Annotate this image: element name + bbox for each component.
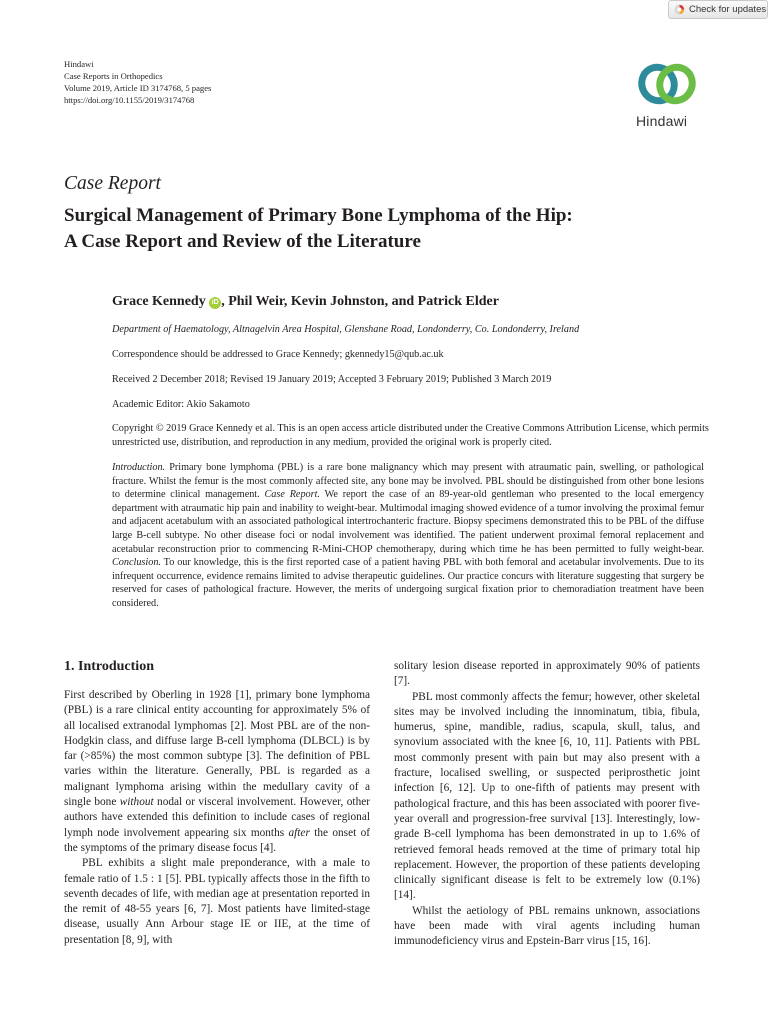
abstract-intro-text: Primary bone lymphoma (PBL) is a rare bone malignancy which may present with atraumatic pain, swelling, or pathological fracture. Whilst the femur is the most commonly affected site, any bone may be involved. PBL should be distinguished from other bone lesions to determine clinical management. [112,462,704,501]
affiliation: Department of Haematology, Altnagelvin Area Hospital, Glenshane Road, Londonderry, Co. Londonderry, Ireland [112,324,580,335]
paragraph: Whilst the aetiology of PBL remains unknown, associations have been made with viral agents including human immunodeficiency virus and Epstein-Barr virus [15, 16]. [394,904,700,948]
abstract-intro-label: Introduction. [112,462,166,473]
paragraph: PBL most commonly affects the femur; however, other skeletal sites may be involved including the innominatum, tibia, fibula, humerus, spine, mandible, radius, scapula, skull, talus, and synovium associated with the knee [6, 10, 11]. Patients with PBL most commonly present with pain but may also present with a fracture, localised swelling, or suspected periprosthetic joint infection [6, 12]. Up to one-fifth of patients may present with pathological fracture, and this has been associated with poorer five-year overall and progression-free survival [13]. Interestingly, low-grade B-cell lymphoma has been demonstrated in up to 1.6% of retrieved femoral heads removed at the time of primary total hip replacement. However, the proportion of these patients developing clinically significant disease is felt to be extremely low (0.1%) [14]. [394,690,700,902]
title-line-1: Surgical Management of Primary Bone Lymphoma of the Hip: [64,205,573,226]
other-authors: , Phil Weir, Kevin Johnston, and Patrick Elder [221,294,499,309]
hindawi-logo-text: Hindawi [636,113,688,129]
journal-volume: Volume 2019, Article ID 3174768, 5 pages [64,83,212,93]
crossmark-icon [674,4,685,15]
paragraph: PBL exhibits a slight male preponderance, with a male to female ratio of 1.5 : 1 [5]. PBL typically affects those in the fifth to seventh decades of life, with median age at presentation reported in the remit of 48-55 years [6, 7]. Most patients have limited-stage disease, usually Ann Arbour stage IE or IIE, at the time of presentation [8, 9], with [64,857,370,946]
doi-link[interactable]: https://doi.org/10.1155/2019/3174768 [64,95,195,105]
publication-dates: Received 2 December 2018; Revised 19 January 2019; Accepted 3 February 2019; Published 3 March 2019 [112,374,552,385]
academic-editor: Academic Editor: Akio Sakamoto [112,399,250,410]
body-column-right [394,659,700,950]
orcid-icon[interactable]: iD [209,297,221,309]
body-column-left [64,659,370,948]
article-title [64,203,724,255]
author-grace-kennedy[interactable]: Grace Kennedy [112,294,206,309]
publisher-name: Hindawi [64,59,94,69]
paragraph: First described by Oberling in 1928 [1], primary bone lymphoma (PBL) is a rare clinical entity accounting for approximately 5% of all localised extranodal lymphomas [2]. Most PBL are of the non-Hodgkin class, and diffuse large B-cell lymphoma (DLBCL) is by far (>85%) the most common subtype [3]. The definition of PBL varies within the literature. Generally, PBL is regarded as a malignant lymphoma arising within the medullary cavity of a single bone without nodal or visceral involvement. However, other authors have extended this definition to include cases of regional lymph node involvement appearing six months after the onset of the symptoms of the primary disease focus [4]. [64,689,370,854]
section-heading: 1. Introduction [64,659,154,674]
abstract-case-label: Case Report. [264,489,320,501]
author-list [112,294,499,310]
correspondence: Correspondence should be addressed to Grace Kennedy; gkennedy15@qub.ac.uk [112,349,444,360]
journal-name: Case Reports in Orthopedics [64,71,163,81]
copyright-notice: Copyright © 2019 Grace Kennedy et al. This is an open access article distributed under the Creative Commons Attribution License, which permits unrestricted use, distribution, and reproduction in any medium, provided the original work is properly cited. [112,423,709,448]
check-for-updates-label: Check for updates [689,4,767,15]
abstract-case-text: We report the case of an 89-year-old gentleman who presented to the local emergency department with atraumatic hip pain and inability to weight-bear. Multimodal imaging showed evidence of a tumor involving the proximal femur and adjacent acetabulum with an associated pathological intertrochanteric fracture. Biopsy specimens demonstrated this to be PBL of the diffuse large B-cell subtype. No other disease foci or nodal involvement was identified. The patient underwent proximal femoral replacement and acetabular reconstruction prior to commencing R-Mini-CHOP chemotherapy, during which time he has been permitted to fully weight-bear. [112,489,704,555]
abstract [112,461,704,611]
abstract-conclusion-label: Conclusion. [112,557,161,569]
abstract-conclusion-text: To our knowledge, this is the first reported case of a patient having PBL with both femoral and acetabular involvements. Due to its infrequent occurrence, evidence remains limited to advise therapeutic guidelines. Our practice concurs with literature suggesting that surgery be reserved for cases of pathological fracture. However, the merits of undergoing surgical fixation prior to chemoradiation treatment have been considered. [112,557,704,609]
check-for-updates-button[interactable] [668,0,768,19]
paragraph: solitary lesion disease reported in approximately 90% of patients [7]. [394,660,700,688]
journal-info [64,58,211,106]
article-type: Case Report [64,173,161,194]
hindawi-logo-icon [628,58,708,110]
title-line-2: A Case Report and Review of the Literature [64,231,421,252]
